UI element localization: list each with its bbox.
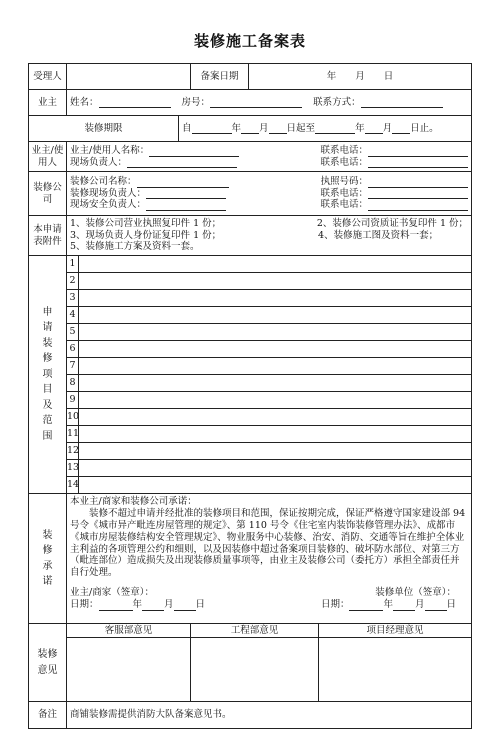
owner-row bbox=[29, 90, 472, 116]
safety-leader-label: 现场安全负责人： bbox=[70, 199, 147, 211]
item-number: 4 bbox=[67, 307, 79, 324]
item-number: 11 bbox=[67, 426, 79, 443]
owner-signature-label: 业主/商家（签章）： bbox=[70, 587, 154, 599]
period-row bbox=[29, 116, 472, 142]
item-number: 2 bbox=[67, 273, 79, 290]
attachment-item: 1、装修公司营业执照复印件 1 份； bbox=[70, 217, 222, 229]
commitment-text: 装修不超过申请并经批准的装修项目和范围，保证按期完成，保证严格遵守国家建设部 94 号令《城市异产毗连房屋管理的规定》、第 110 号令《住宅室内装饰装修管理办法》、成都市《城市房屋装修结构安全管理规定》、物业服务中心装修、治安、消防、交通等旨在维护全体业主利益的各项管理公约和细则，以及因装修中超过备案项目装修的、破坏防水部位、对第三方（毗连部位）造成损失及出现装修质量事项等，由业主及装修公司（委托方）承担全部责任并自行处理。 bbox=[70, 507, 466, 579]
year-text: 年 bbox=[231, 122, 242, 134]
user-fields bbox=[67, 142, 472, 172]
item-entry[interactable] bbox=[79, 426, 472, 443]
user-phone-label: 联系电话： bbox=[320, 144, 369, 156]
remark-row bbox=[29, 702, 472, 729]
item-number: 6 bbox=[67, 341, 79, 358]
items-label: 申请装修项目及范围 bbox=[29, 256, 67, 494]
record-date-field[interactable]: 年 月 日 bbox=[249, 64, 472, 90]
site-manager-blank[interactable] bbox=[127, 167, 237, 168]
owner-label: 业主 bbox=[29, 90, 67, 116]
item-entry[interactable] bbox=[79, 324, 472, 341]
site-leader-phone-label: 联系电话： bbox=[320, 187, 369, 199]
item-row bbox=[29, 443, 472, 460]
item-entry[interactable] bbox=[79, 256, 472, 273]
user-row bbox=[29, 142, 472, 172]
company-name-label: 装修公司名称： bbox=[70, 175, 137, 187]
month-text: 月 bbox=[164, 599, 174, 610]
attachments-row bbox=[29, 216, 472, 256]
day-from-text: 日起至 bbox=[286, 122, 316, 134]
item-number: 12 bbox=[67, 443, 79, 460]
item-entry[interactable] bbox=[79, 460, 472, 477]
day-text: 日 bbox=[446, 599, 457, 610]
company-year-blank[interactable] bbox=[349, 610, 383, 611]
owner-fields bbox=[67, 90, 472, 116]
month-text: 月 bbox=[382, 122, 393, 134]
attachments-list bbox=[67, 216, 472, 256]
item-row bbox=[29, 307, 472, 324]
item-row bbox=[29, 290, 472, 307]
owner-month-blank[interactable] bbox=[142, 610, 164, 611]
service-opinion-header: 客服部意见 bbox=[67, 624, 191, 638]
period-fields bbox=[179, 116, 472, 142]
user-label: 业主/使用人 bbox=[29, 142, 67, 172]
attachments-label: 本申请表附件 bbox=[29, 216, 67, 256]
item-entry[interactable] bbox=[79, 358, 472, 375]
owner-name-blank[interactable] bbox=[99, 107, 171, 108]
item-row bbox=[29, 358, 472, 375]
manager-phone-blank[interactable] bbox=[368, 167, 468, 168]
from-text: 自 bbox=[182, 122, 192, 134]
safety-leader-phone-label: 联系电话： bbox=[320, 199, 369, 211]
opinions-body-row bbox=[29, 638, 472, 702]
item-row bbox=[29, 426, 472, 443]
manager-phone-label: 联系电话： bbox=[320, 156, 369, 168]
company-day-blank[interactable] bbox=[425, 610, 447, 611]
owner-contact-blank[interactable] bbox=[361, 107, 443, 108]
item-row bbox=[29, 477, 472, 494]
registration-form bbox=[28, 63, 472, 729]
record-date-label: 备案日期 bbox=[191, 64, 249, 90]
item-row bbox=[29, 392, 472, 409]
end-month-blank[interactable] bbox=[365, 133, 383, 134]
safety-leader-phone-blank[interactable] bbox=[368, 210, 468, 211]
owner-day-blank[interactable] bbox=[174, 610, 196, 611]
attachment-item: 3、现场负责人身份证复印件 1 份； bbox=[70, 229, 222, 241]
year-text: 年 bbox=[132, 599, 143, 610]
day-text: 日 bbox=[195, 599, 206, 610]
remark-label: 备注 bbox=[29, 702, 67, 729]
year-text: 年 bbox=[355, 122, 365, 134]
license-label: 执照号码： bbox=[320, 175, 369, 187]
attachment-item: 5、装修施工方案及资料一套。 bbox=[70, 241, 200, 253]
acceptor-label: 受理人 bbox=[29, 64, 67, 90]
item-entry[interactable] bbox=[79, 307, 472, 324]
item-row bbox=[29, 273, 472, 290]
item-entry[interactable] bbox=[79, 341, 472, 358]
year-text: 年 bbox=[383, 599, 393, 610]
item-entry[interactable] bbox=[79, 273, 472, 290]
item-row bbox=[29, 341, 472, 358]
item-row bbox=[29, 409, 472, 426]
item-entry[interactable] bbox=[79, 443, 472, 460]
month-text: 月 bbox=[415, 599, 425, 610]
item-entry[interactable] bbox=[79, 290, 472, 307]
opinions-label: 装修意见 bbox=[29, 624, 67, 702]
commitment-body bbox=[67, 494, 472, 624]
start-month-blank[interactable] bbox=[241, 133, 259, 134]
manager-opinion-field[interactable] bbox=[319, 638, 472, 702]
start-day-blank[interactable] bbox=[269, 133, 287, 134]
company-fields bbox=[67, 172, 472, 216]
item-row bbox=[29, 460, 472, 477]
item-number: 7 bbox=[67, 358, 79, 375]
item-entry[interactable] bbox=[79, 409, 472, 426]
company-label: 装修公司 bbox=[29, 172, 67, 216]
item-number: 8 bbox=[67, 375, 79, 392]
attachment-item: 4、装修施工图及资料一套； bbox=[318, 229, 439, 241]
form-title: 装修施工备案表 bbox=[193, 32, 306, 50]
item-entry[interactable] bbox=[79, 477, 472, 494]
room-blank[interactable] bbox=[210, 107, 302, 108]
item-row bbox=[29, 256, 472, 273]
site-manager-label: 现场负责人： bbox=[70, 156, 128, 168]
period-label: 装修期限 bbox=[29, 116, 179, 142]
room-label: 房号： bbox=[181, 96, 211, 108]
service-opinion-field[interactable] bbox=[67, 638, 191, 702]
company-row bbox=[29, 172, 472, 216]
site-leader-label: 装修现场负责人： bbox=[70, 187, 147, 199]
commitment-label: 装修承诺 bbox=[29, 494, 67, 624]
owner-date-label: 日期： bbox=[70, 599, 99, 610]
item-number: 3 bbox=[67, 290, 79, 307]
engineering-opinion-field[interactable] bbox=[191, 638, 319, 702]
acceptor-field[interactable] bbox=[67, 64, 191, 90]
item-entry[interactable] bbox=[79, 392, 472, 409]
company-date-label: 日期： bbox=[320, 599, 350, 610]
end-year-blank[interactable] bbox=[315, 133, 355, 134]
item-number: 9 bbox=[67, 392, 79, 409]
item-number: 1 bbox=[67, 256, 79, 273]
owner-year-blank[interactable] bbox=[99, 610, 133, 611]
attachment-item: 2、装修公司资质证书复印件 1 份； bbox=[316, 217, 469, 229]
commitment-row bbox=[29, 494, 472, 624]
item-number: 13 bbox=[67, 460, 79, 477]
manager-opinion-header: 项目经理意见 bbox=[319, 624, 472, 638]
item-number: 10 bbox=[67, 409, 79, 426]
engineering-opinion-header: 工程部意见 bbox=[191, 624, 319, 638]
user-name-label: 业主/使用人名称： bbox=[70, 144, 150, 156]
item-number: 14 bbox=[67, 477, 79, 494]
company-signature-label: 装修单位（签章）： bbox=[375, 587, 457, 599]
item-row bbox=[29, 375, 472, 392]
commitment-heading: 本业主/商家和装修公司承诺： bbox=[70, 496, 197, 507]
owner-contact-label: 联系方式： bbox=[313, 96, 361, 108]
start-year-blank[interactable] bbox=[192, 133, 232, 134]
item-number: 5 bbox=[67, 324, 79, 341]
item-entry[interactable] bbox=[79, 375, 472, 392]
owner-name-label: 姓名： bbox=[70, 96, 99, 108]
opinions-header-row bbox=[29, 624, 472, 638]
month-text: 月 bbox=[259, 122, 269, 134]
day-end-text: 日止。 bbox=[410, 122, 439, 134]
safety-leader-blank[interactable] bbox=[146, 210, 226, 211]
item-row bbox=[29, 324, 472, 341]
company-month-blank[interactable] bbox=[393, 610, 415, 611]
acceptor-row bbox=[29, 64, 472, 90]
remark-text: 商铺装修需提供消防大队备案意见书。 bbox=[67, 702, 472, 729]
end-day-blank[interactable] bbox=[392, 133, 410, 134]
